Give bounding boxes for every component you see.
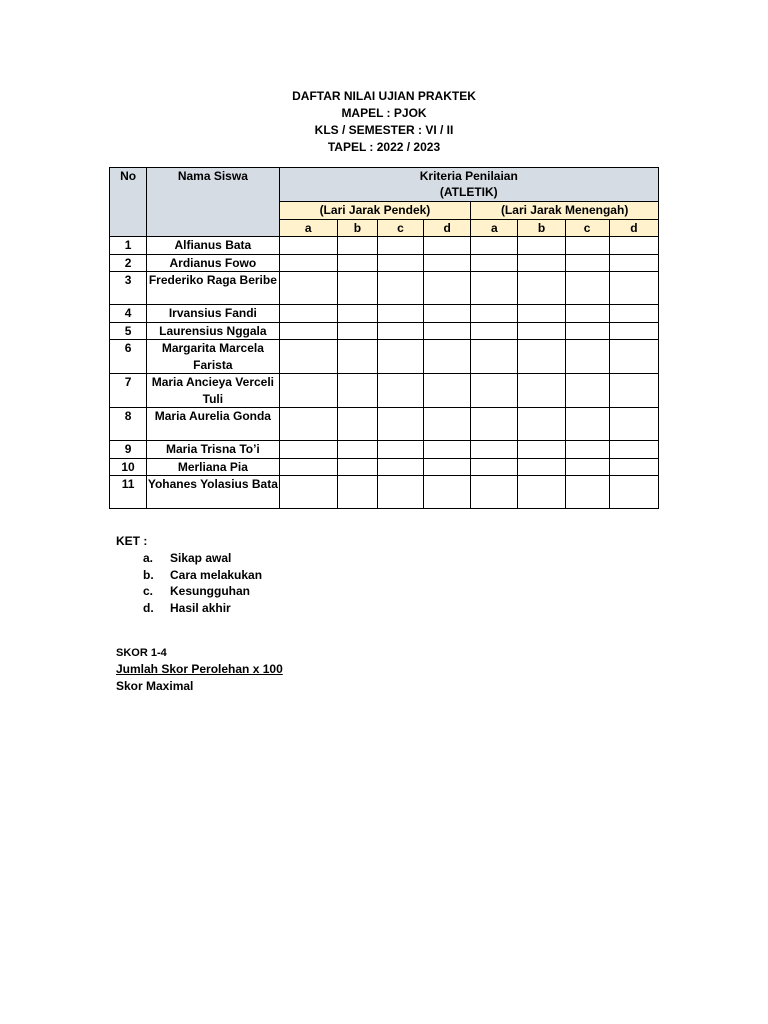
- score-cell[interactable]: [471, 458, 518, 476]
- subcolumn-header: d: [424, 219, 471, 237]
- score-cell[interactable]: [609, 441, 658, 459]
- grades-table: [109, 167, 659, 509]
- table-row: [110, 441, 659, 459]
- table-row: [110, 476, 659, 509]
- score-cell[interactable]: [337, 272, 377, 305]
- score-cell[interactable]: [377, 476, 423, 509]
- score-cell[interactable]: [424, 254, 471, 272]
- score-cell[interactable]: [565, 305, 609, 323]
- legend-item-text: Kesungguhan: [170, 584, 250, 598]
- score-cell[interactable]: [279, 340, 337, 374]
- score-cell[interactable]: [424, 322, 471, 340]
- subcolumn-header: c: [565, 219, 609, 237]
- student-name: Maria Trisna To’i: [147, 441, 279, 459]
- score-cell[interactable]: [565, 340, 609, 374]
- score-section: [116, 645, 283, 695]
- score-cell[interactable]: [565, 254, 609, 272]
- criteria-title: Kriteria Penilaian: [419, 169, 518, 183]
- score-cell[interactable]: [518, 322, 565, 340]
- score-cell[interactable]: [377, 254, 423, 272]
- score-cell[interactable]: [565, 272, 609, 305]
- score-cell[interactable]: [518, 374, 565, 408]
- table-row: [110, 305, 659, 323]
- subcolumn-header: a: [279, 219, 337, 237]
- score-cell[interactable]: [337, 408, 377, 441]
- document-header: [0, 88, 768, 156]
- score-cell[interactable]: [518, 476, 565, 509]
- score-cell[interactable]: [565, 458, 609, 476]
- score-cell[interactable]: [518, 408, 565, 441]
- score-cell[interactable]: [518, 254, 565, 272]
- header-group-middle-run: (Lari Jarak Menengah): [471, 202, 659, 220]
- score-cell[interactable]: [471, 254, 518, 272]
- row-number: 8: [110, 408, 147, 441]
- score-cell[interactable]: [279, 374, 337, 408]
- score-formula-denominator: Skor Maximal: [116, 679, 194, 693]
- score-cell[interactable]: [609, 458, 658, 476]
- score-cell[interactable]: [609, 254, 658, 272]
- legend-item-text: Hasil akhir: [170, 600, 231, 615]
- student-name: Yohanes Yolasius Bata: [147, 476, 279, 509]
- score-cell[interactable]: [337, 476, 377, 509]
- score-cell[interactable]: [609, 322, 658, 340]
- score-cell[interactable]: [471, 272, 518, 305]
- score-cell[interactable]: [518, 237, 565, 255]
- score-cell[interactable]: [518, 458, 565, 476]
- score-cell[interactable]: [471, 340, 518, 374]
- row-number: 3: [110, 272, 147, 305]
- score-cell[interactable]: [609, 340, 658, 374]
- student-name: Maria Ancieya Verceli Tuli: [147, 374, 279, 408]
- score-cell[interactable]: [279, 408, 337, 441]
- subcolumn-header: c: [377, 219, 423, 237]
- legend-item: [116, 567, 262, 584]
- legend-label: KET :: [116, 534, 148, 548]
- score-cell[interactable]: [377, 272, 423, 305]
- school-year-line: TAPEL : 2022 / 2023: [327, 140, 441, 154]
- row-number: 6: [110, 340, 147, 374]
- score-cell[interactable]: [424, 374, 471, 408]
- score-cell[interactable]: [337, 458, 377, 476]
- subcolumn-header: b: [518, 219, 565, 237]
- table-row: [110, 340, 659, 374]
- legend-item-letter: a.: [143, 551, 154, 565]
- score-cell[interactable]: [279, 254, 337, 272]
- score-cell[interactable]: [471, 441, 518, 459]
- table-row: [110, 458, 659, 476]
- subcolumn-header: b: [337, 219, 377, 237]
- student-name: Ardianus Fowo: [147, 254, 279, 272]
- score-cell[interactable]: [565, 237, 609, 255]
- score-cell[interactable]: [424, 441, 471, 459]
- score-cell[interactable]: [279, 322, 337, 340]
- score-cell[interactable]: [337, 374, 377, 408]
- table-row: [110, 322, 659, 340]
- score-formula-numerator: Jumlah Skor Perolehan x 100: [116, 662, 283, 676]
- score-cell[interactable]: [609, 374, 658, 408]
- table-row: [110, 254, 659, 272]
- score-cell[interactable]: [518, 441, 565, 459]
- score-cell[interactable]: [337, 305, 377, 323]
- student-name: Laurensius Nggala: [147, 322, 279, 340]
- row-number: 1: [110, 237, 147, 255]
- score-cell[interactable]: [518, 305, 565, 323]
- table-row: [110, 272, 659, 305]
- legend-item-text: Cara melakukan: [170, 567, 263, 582]
- table-row: [110, 374, 659, 408]
- subcolumn-header: a: [471, 219, 518, 237]
- score-cell[interactable]: [471, 476, 518, 509]
- legend-item: [116, 550, 262, 567]
- legend-item-letter: c.: [143, 584, 154, 598]
- row-number: 10: [110, 458, 147, 476]
- header-group-short-run: (Lari Jarak Pendek): [279, 202, 471, 220]
- legend-item: [116, 583, 262, 600]
- row-number: 7: [110, 374, 147, 408]
- score-cell[interactable]: [377, 322, 423, 340]
- score-cell[interactable]: [337, 340, 377, 374]
- grades-body: [110, 237, 659, 509]
- row-number: 4: [110, 305, 147, 323]
- student-name: Irvansius Fandi: [147, 305, 279, 323]
- legend-item-letter: b.: [143, 567, 154, 582]
- score-cell[interactable]: [518, 340, 565, 374]
- student-name: Frederiko Raga Beribe: [147, 272, 279, 305]
- score-cell[interactable]: [424, 305, 471, 323]
- score-cell[interactable]: [609, 408, 658, 441]
- row-number: 2: [110, 254, 147, 272]
- score-cell[interactable]: [279, 237, 337, 255]
- score-cell[interactable]: [377, 408, 423, 441]
- subcolumn-header: d: [609, 219, 658, 237]
- table-row: [110, 408, 659, 441]
- score-cell[interactable]: [424, 476, 471, 509]
- score-cell[interactable]: [377, 305, 423, 323]
- score-cell[interactable]: [279, 476, 337, 509]
- criteria-subtitle: (ATLETIK): [439, 185, 498, 199]
- header-student-name: Nama Siswa: [147, 168, 279, 237]
- score-cell[interactable]: [609, 272, 658, 305]
- row-number: 5: [110, 322, 147, 340]
- score-cell[interactable]: [518, 272, 565, 305]
- score-cell[interactable]: [565, 476, 609, 509]
- score-cell[interactable]: [377, 237, 423, 255]
- row-number: 11: [110, 476, 147, 509]
- score-cell[interactable]: [279, 441, 337, 459]
- score-cell[interactable]: [377, 374, 423, 408]
- score-cell[interactable]: [609, 237, 658, 255]
- score-cell[interactable]: [471, 408, 518, 441]
- score-cell[interactable]: [471, 322, 518, 340]
- header-criteria: [279, 168, 658, 202]
- score-cell[interactable]: [424, 237, 471, 255]
- legend-item: [116, 600, 262, 617]
- score-cell[interactable]: [424, 272, 471, 305]
- score-cell[interactable]: [424, 458, 471, 476]
- score-cell[interactable]: [337, 254, 377, 272]
- document-title: DAFTAR NILAI UJIAN PRAKTEK: [292, 89, 476, 103]
- score-cell[interactable]: [565, 441, 609, 459]
- score-cell[interactable]: [609, 305, 658, 323]
- score-range: SKOR 1-4: [116, 647, 167, 659]
- score-cell[interactable]: [565, 374, 609, 408]
- student-name: Merliana Pia: [147, 458, 279, 476]
- header-no: No: [110, 168, 147, 237]
- class-semester-line: KLS / SEMESTER : VI / II: [314, 123, 454, 137]
- score-cell[interactable]: [377, 340, 423, 374]
- score-cell[interactable]: [279, 458, 337, 476]
- legend-item-letter: d.: [143, 600, 154, 615]
- row-number: 9: [110, 441, 147, 459]
- student-name: Alfianus Bata: [147, 237, 279, 255]
- score-cell[interactable]: [337, 441, 377, 459]
- score-cell[interactable]: [377, 458, 423, 476]
- score-cell[interactable]: [565, 322, 609, 340]
- legend-item-text: Sikap awal: [170, 551, 232, 565]
- score-cell[interactable]: [424, 408, 471, 441]
- table-row: [110, 237, 659, 255]
- legend: [116, 533, 262, 616]
- score-cell[interactable]: [279, 272, 337, 305]
- legend-list: [116, 550, 262, 616]
- score-cell[interactable]: [337, 322, 377, 340]
- score-cell[interactable]: [337, 237, 377, 255]
- score-cell[interactable]: [471, 305, 518, 323]
- score-cell[interactable]: [471, 374, 518, 408]
- score-cell[interactable]: [565, 408, 609, 441]
- score-cell[interactable]: [279, 305, 337, 323]
- subject-line: MAPEL : PJOK: [341, 106, 427, 120]
- score-cell[interactable]: [609, 476, 658, 509]
- student-name: Margarita Marcela Farista: [147, 340, 279, 374]
- score-cell[interactable]: [377, 441, 423, 459]
- score-cell[interactable]: [471, 237, 518, 255]
- score-cell[interactable]: [424, 340, 471, 374]
- student-name: Maria Aurelia Gonda: [147, 408, 279, 441]
